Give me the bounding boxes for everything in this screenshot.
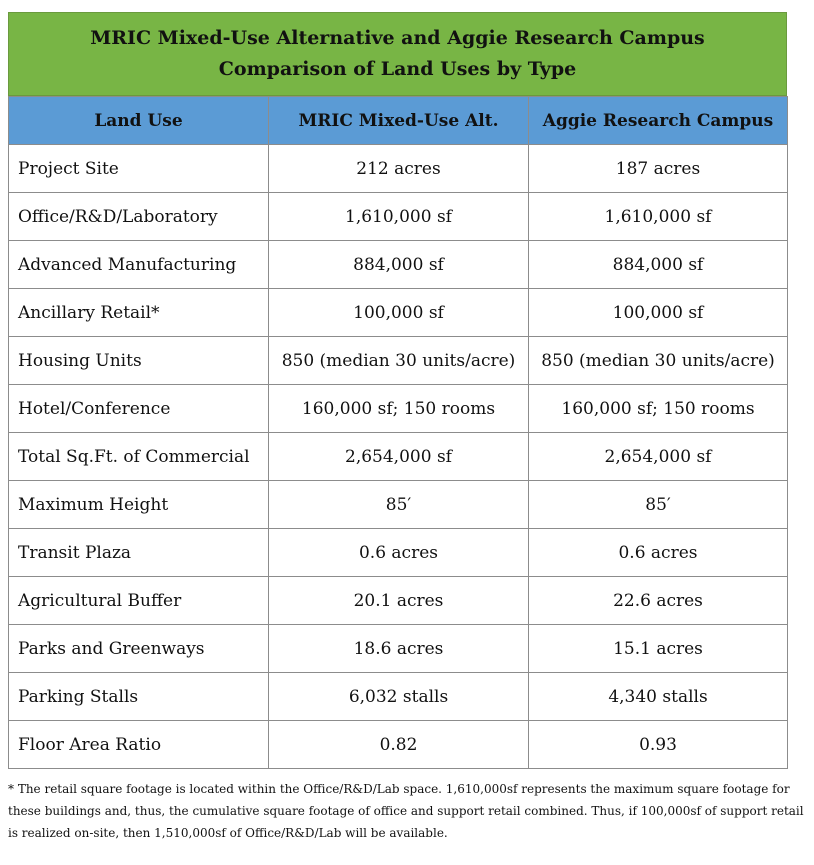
header-row bbox=[9, 97, 788, 145]
land-use-cell: Maximum Height bbox=[9, 481, 269, 529]
land-use-cell: Parks and Greenways bbox=[9, 625, 269, 673]
footnote: * The retail square footage is located within the Office/R&D/Lab space. 1,610,000sf represents the maximum square footage for these buildings and, thus, the cumulative square footage of office and support retail combined. Thus, if 100,000sf of support retail is realized on-site, then 1,510,000sf of Office/R&D/Lab will be available. bbox=[8, 782, 804, 840]
mric-value-cell: 85′ bbox=[269, 481, 529, 529]
table-row bbox=[9, 577, 788, 625]
table-row bbox=[9, 673, 788, 721]
land-use-cell: Hotel/Conference bbox=[9, 385, 269, 433]
aggie-value-cell: 884,000 sf bbox=[529, 241, 788, 289]
mric-value-cell: 884,000 sf bbox=[269, 241, 529, 289]
header-land-use: Land Use bbox=[9, 97, 269, 145]
aggie-value-cell: 15.1 acres bbox=[529, 625, 788, 673]
aggie-value-cell: 85′ bbox=[529, 481, 788, 529]
table-row bbox=[9, 529, 788, 577]
aggie-value-cell: 160,000 sf; 150 rooms bbox=[529, 385, 788, 433]
table-row bbox=[9, 241, 788, 289]
mric-value-cell: 0.82 bbox=[269, 721, 529, 769]
header-mric-mixed-use: MRIC Mixed-Use Alt. bbox=[269, 97, 529, 145]
aggie-value-cell: 187 acres bbox=[529, 145, 788, 193]
aggie-value-cell: 100,000 sf bbox=[529, 289, 788, 337]
mric-value-cell: 2,654,000 sf bbox=[269, 433, 529, 481]
table-row bbox=[9, 433, 788, 481]
table-row bbox=[9, 385, 788, 433]
aggie-value-cell: 850 (median 30 units/acre) bbox=[529, 337, 788, 385]
land-use-comparison-table bbox=[8, 96, 788, 769]
table-row bbox=[9, 193, 788, 241]
land-use-cell: Housing Units bbox=[9, 337, 269, 385]
table-row bbox=[9, 337, 788, 385]
table-row bbox=[9, 289, 788, 337]
land-use-cell: Floor Area Ratio bbox=[9, 721, 269, 769]
aggie-value-cell: 0.6 acres bbox=[529, 529, 788, 577]
mric-value-cell: 0.6 acres bbox=[269, 529, 529, 577]
aggie-value-cell: 0.93 bbox=[529, 721, 788, 769]
aggie-value-cell: 4,340 stalls bbox=[529, 673, 788, 721]
table-row bbox=[9, 625, 788, 673]
table-row bbox=[9, 145, 788, 193]
title-line-2: Comparison of Land Uses by Type bbox=[218, 58, 577, 80]
mric-value-cell: 212 acres bbox=[269, 145, 529, 193]
land-use-cell: Transit Plaza bbox=[9, 529, 269, 577]
land-use-cell: Advanced Manufacturing bbox=[9, 241, 269, 289]
mric-value-cell: 1,610,000 sf bbox=[269, 193, 529, 241]
land-use-cell: Ancillary Retail* bbox=[9, 289, 269, 337]
table-title bbox=[8, 12, 787, 96]
mric-value-cell: 20.1 acres bbox=[269, 577, 529, 625]
aggie-value-cell: 22.6 acres bbox=[529, 577, 788, 625]
mric-value-cell: 100,000 sf bbox=[269, 289, 529, 337]
land-use-cell: Total Sq.Ft. of Commercial bbox=[9, 433, 269, 481]
land-use-cell: Project Site bbox=[9, 145, 269, 193]
land-use-cell: Agricultural Buffer bbox=[9, 577, 269, 625]
header-aggie-research-campus: Aggie Research Campus bbox=[529, 97, 788, 145]
land-use-cell: Office/R&D/Laboratory bbox=[9, 193, 269, 241]
aggie-value-cell: 2,654,000 sf bbox=[529, 433, 788, 481]
title-line-1: MRIC Mixed-Use Alternative and Aggie Research Campus bbox=[90, 27, 705, 49]
table-row bbox=[9, 721, 788, 769]
table-row bbox=[9, 481, 788, 529]
mric-value-cell: 6,032 stalls bbox=[269, 673, 529, 721]
land-use-cell: Parking Stalls bbox=[9, 673, 269, 721]
mric-value-cell: 18.6 acres bbox=[269, 625, 529, 673]
mric-value-cell: 850 (median 30 units/acre) bbox=[269, 337, 529, 385]
aggie-value-cell: 1,610,000 sf bbox=[529, 193, 788, 241]
mric-value-cell: 160,000 sf; 150 rooms bbox=[269, 385, 529, 433]
